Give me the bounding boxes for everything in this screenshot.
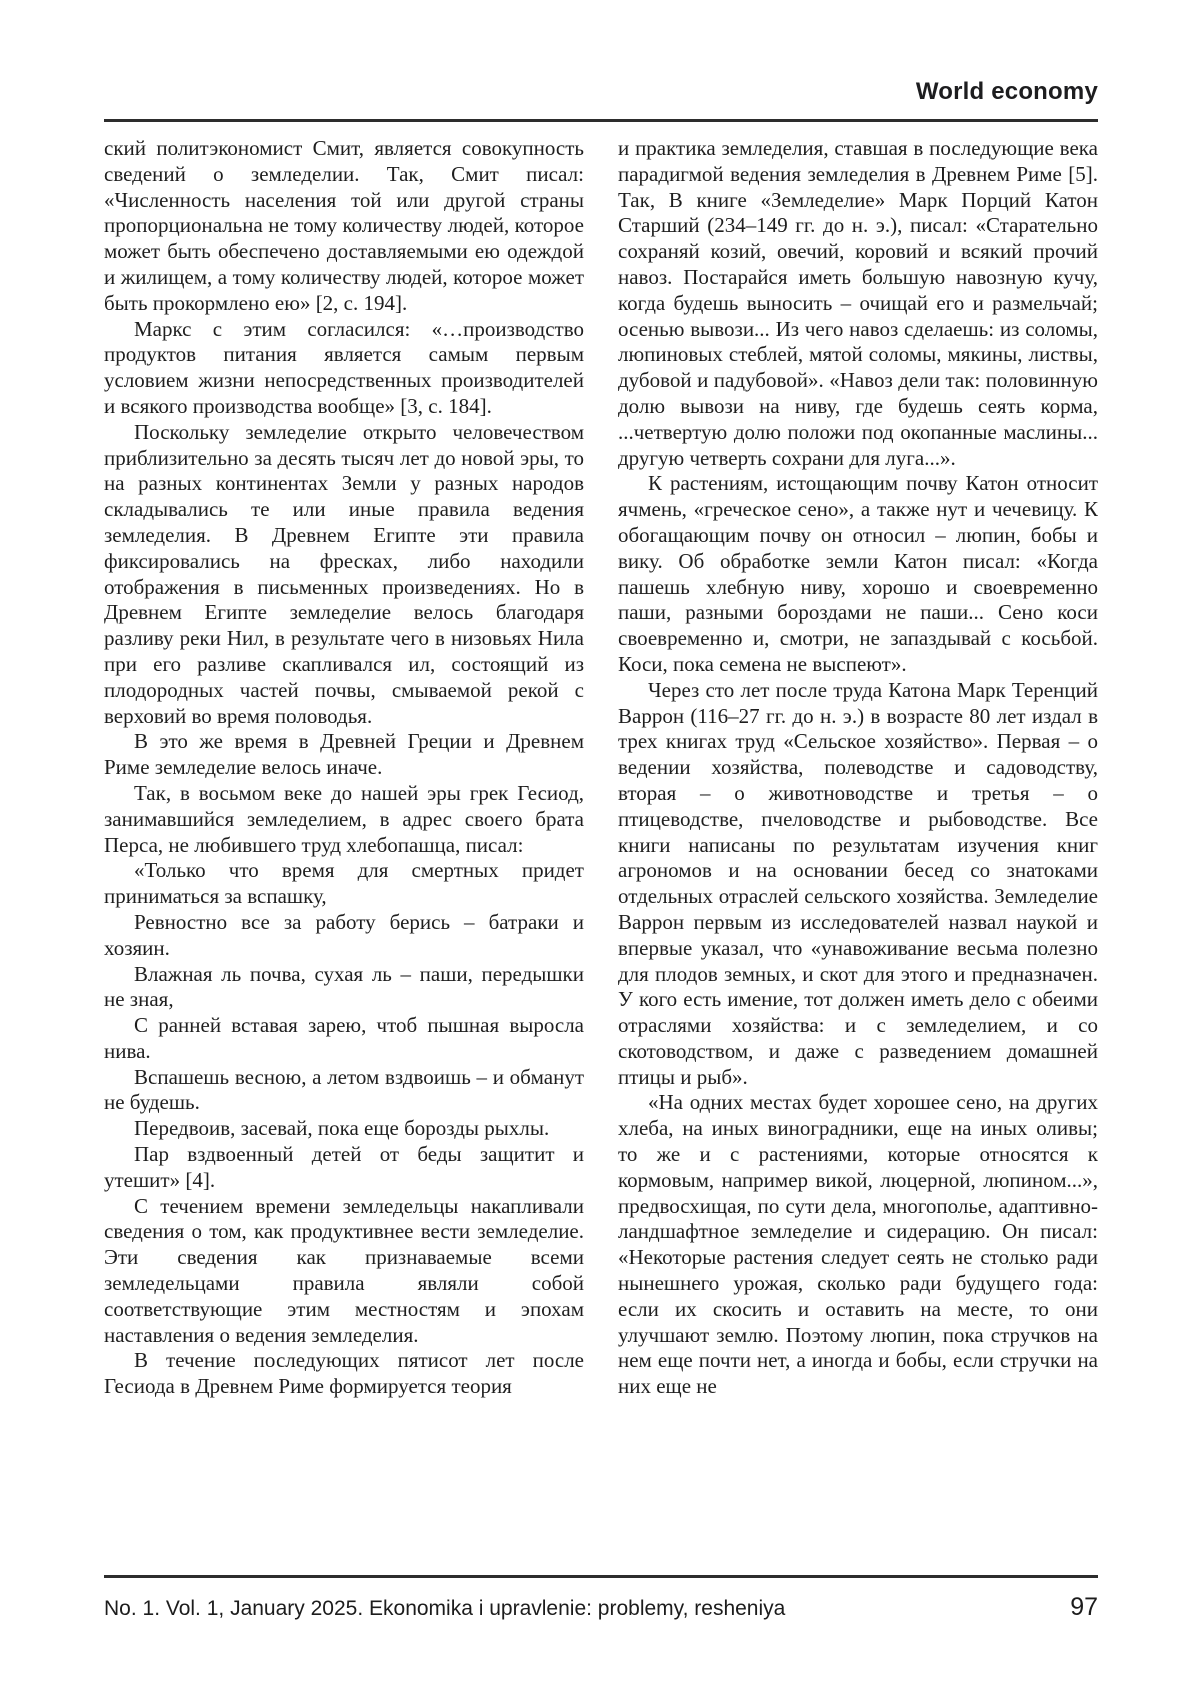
paragraph: К растениям, истощающим почву Катон относит ячмень, «греческое сено», а также нут и чечевицу. К обогащающим почву он относил – люпин, бобы и вику. Об обработке земли Катон писал: «Когда пашешь хлебную ниву, хорошо и своевременно паши, разными бороздами не паши... Сено коси своевременно и, смотри, не запаздывай с косьбой. Коси, пока семена не выспеют». [618,471,1098,676]
page-number: 97 [1070,1593,1098,1621]
paragraph: В это же время в Древней Греции и Древнем Риме земледелие велось иначе. [104,729,584,780]
paragraph: Так, в восьмом веке до нашей эры грек Гесиод, занимавшийся земледелием, в адрес своего брата Перса, не любившего труд хлебопашца, писал: [104,780,584,857]
page-header [104,78,1098,106]
header-rule [104,119,1098,122]
right-column [618,136,1098,1458]
paragraph: ский политэкономист Смит, является совокупность сведений о земледелии. Так, Смит писал: «Численность населения той или другой страны пропорциональна не тому количеству людей, которое может быть обеспечено доставляемыми ею одеждой и жилищем, а тому количеству людей, которое может быть прокормлено ею» [2, с. 194]. [104,136,584,315]
section-heading: World economy [915,78,1098,105]
paragraph: Пар вздвоенный детей от беды защитит и утешит» [4]. [104,1142,584,1192]
page-footer [104,1593,1098,1622]
text-columns [104,136,1098,1458]
paragraph: и практика земледелия, ставшая в последующие века парадигмой ведения земледелия в Древнем Риме [5]. Так, В книге «Земледелие» Марк Порций Катон Старший (234–149 гг. до н. э.), писал: «Старательно сохраняй козий, овечий, коровий и всякий прочий навоз. Постарайся иметь большую навозную кучу, когда будешь выносить – очищай его и размельчай; осенью вывози... Из чего навоз сделаешь: из соломы, люпиновых стеблей, мятой соломы, мякины, листвы, дубовой и падубовой». «Навоз дели так: половинную долю вывози на ниву, где будешь сеять корма, ...четвертую долю положи под окопанные маслины... другую четверть сохрани для луга...». [618,136,1098,470]
paragraph: Поскольку земледелие открыто человечеством приблизительно за десять тысяч лет до новой эры, то на разных континентах Земли у разных народов складывались те или иные правила ведения земледелия. В Древнем Египте эти правила фиксировались на фресках, либо находили отображения в письменных произведениях. Но в Древнем Египте земледелие велось благодаря разливу реки Нил, в результате чего в низовьях Нила при его разливе скапливался ил, состоящий из плодородных частей почвы, смываемой рекой с верховий во время половодья. [104,419,584,728]
paragraph: Вспашешь весною, а летом вздвоишь – и обманут не будешь. [104,1064,584,1115]
paragraph: Маркс с этим согласился: «…производство продуктов питания является самым первым условием жизни непосредственных производителей и всякого производства вообще» [3, с. 184]. [104,316,584,418]
paragraph: С ранней вставая зарею, чтоб пышная выросла нива. [104,1013,584,1063]
paragraph: Через сто лет после труда Катона Марк Теренций Варрон (116–27 гг. до н. э.) в возрасте 80 лет издал в трех книгах труд «Сельское хозяйство». Первая – о ведении хозяйства, полеводстве и садоводству, вторая – о животноводстве и третья – о птицеводстве, пчеловодстве и рыбоводстве. Все книги написаны по результатам изучения книг агрономов и на основании бесед со знатоками отдельных отраслей сельского хозяйства. Земледелие Варрон первым из исследователей назвал наукой и впервые указал, что «унавоживание весьма полезно для плодов земных, и скот для этого и предназначен. У кого есть имение, тот должен иметь дело с обеими отраслями хозяйства: и с земледелием, и со скотоводством, и даже с разведением домашней птицы и рыб». [618,677,1098,1089]
paragraph: В течение последующих пятисот лет после Гесиода в Древнем Риме формируется теория [104,1348,584,1399]
paragraph: «На одних местах будет хорошее сено, на других хлеба, на иных виноградники, еще на иных оливы; то же и с растениями, которые относятся к кормовым, например викой, люцерной, люпином...», предвосхищая, по сути дела, многополье, адаптивно-ландшафтное земледелие и сидерацию. Он писал: «Некоторые растения следует сеять не столько ради нынешнего урожая, сколько ради будущего года: если их скосить и оставить на месте, то они улучшают землю. Поэтому люпин, пока стручков на нем еще почти нет, а иногда и бобы, если стручки на них еще не [618,1090,1098,1399]
journal-citation: No. 1. Vol. 1, January 2025. Ekonomika i upravlenie: problemy, resheniya [104,1597,786,1620]
paragraph: «Только что время для смертных придет приниматься за вспашку, [104,858,584,909]
footer-rule [104,1575,1098,1578]
paragraph: Передвоив, засевай, пока еще борозды рыхлы. [134,1116,550,1141]
left-column [104,136,584,1458]
paragraph: Влажная ль почва, сухая ль – паши, передышки не зная, [104,961,584,1012]
paragraph: С течением времени земледельцы накапливали сведения о том, как продуктивнее вести земледелие. Эти сведения как признаваемые всеми земледельцами правила являли собой соответствующие этим местностям и эпохам наставления о ведения земледелия. [104,1193,584,1347]
paragraph: Ревностно все за работу берись – батраки и хозяин. [104,909,584,960]
